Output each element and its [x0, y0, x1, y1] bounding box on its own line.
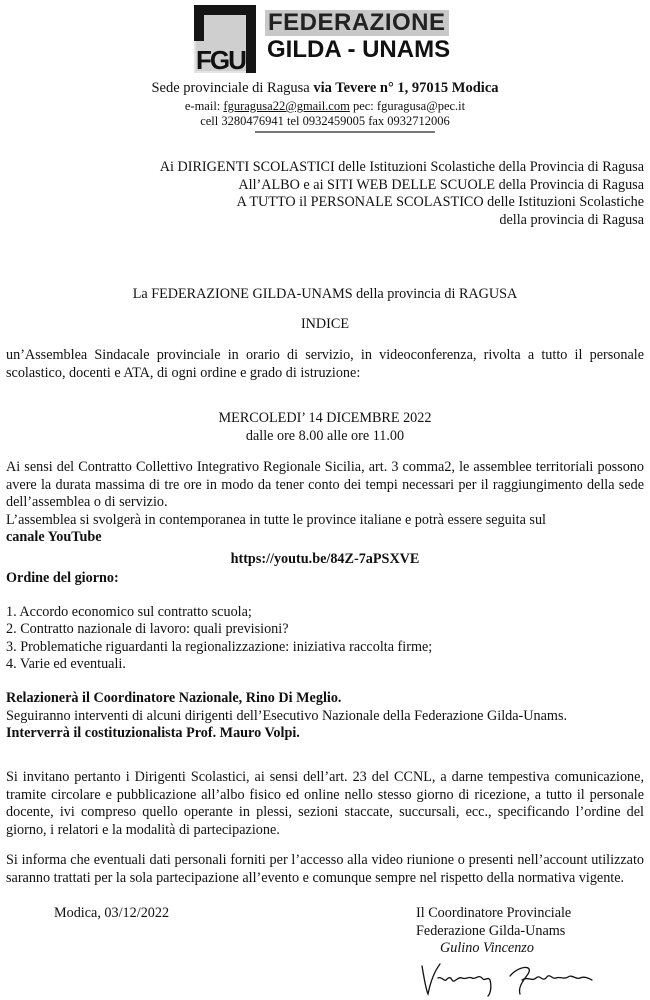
brand-name [265, 10, 450, 64]
indice-heading: INDICE [300, 316, 350, 332]
agenda-title: Ordine del giorno: [6, 570, 119, 586]
main-speaker: Relazionerà il Coordinatore Nazionale, Rino Di Meglio. [6, 690, 342, 706]
privacy-paragraph: Si informa che eventuali dati personali forniti per l’accesso alla video riunione o presenti nell’account utilizzato saranno trattati per la sola partecipazione all’evento e comunque sempre nel rispetto della normativa vigente. [6, 852, 644, 886]
agenda-item: 2. Contratto nazionale di lavoro: quali previsioni? [6, 621, 289, 638]
sede-address: via Tevere n° 1, 97015 Modica [313, 80, 499, 96]
brand-line-gilda-unams: GILDA - UNAMS [267, 36, 451, 63]
pec-address: fguragusa@pec.it [376, 99, 466, 113]
contract-paragraph [6, 459, 644, 529]
guest-speaker: Interverrà il costituzionalista Prof. Mauro Volpi. [6, 725, 300, 741]
addressee-line: All’ALBO e ai SITI WEB DELLE SCUOLE della Provincia di Ragusa [238, 176, 644, 193]
email-link[interactable]: fguragusa22@gmail.com [223, 99, 350, 113]
addressee-line: Ai DIRIGENTI SCOLASTICI delle Istituzioni Scolastiche della Provincia di Ragusa [159, 159, 644, 175]
sede-line [0, 80, 650, 97]
sede-prefix: Sede provinciale di Ragusa [151, 80, 310, 96]
agenda-item: 3. Problematiche riguardanti la regionalizzazione: iniziativa raccolta firme; [6, 638, 433, 655]
place-date: Modica, 03/12/2022 [54, 905, 170, 921]
svg-text:FGU: FGU [196, 45, 245, 73]
event-date: MERCOLEDI’ 14 DICEMBRE 2022 [218, 410, 432, 426]
simultaneous-text: L’assemblea si svolgerà in contemporanea in tutte le province italiane e potrà essere seguita sul [6, 511, 546, 528]
brand-line-federazione: FEDERAZIONE [265, 10, 449, 36]
invitation-paragraph: Si invitano pertanto i Dirigenti Scolastici, ai sensi dell’art. 23 del CCNL, a darne tempestiva comunicazione, tramite circolare e pubblicazione all’albo fisico ed online nello stesso giorno di ricezione, a tutto il personale docente, ivi compreso quello operante in plessi, sezioni staccate, succursali, ecc., specificando l’ordine del giorno, i relatori e la modalità di partecipazione. [6, 769, 644, 838]
event-datetime [0, 410, 650, 445]
addressees [160, 159, 644, 229]
speakers [6, 690, 567, 743]
email-label: e-mail: [184, 99, 221, 113]
intro-paragraph: un’Assemblea Sindacale provinciale in orario di servizio, in videoconferenza, rivolta a tutto il personale scolastico, docenti e ATA, di ogni ordine e grado di istruzione: [6, 347, 644, 381]
addressee-line: A TUTTO il PERSONALE SCOLASTICO delle Istituzioni Scolastiche [236, 194, 644, 210]
agenda-item: 4. Varie ed eventuali. [6, 655, 126, 672]
fgu-logo [194, 5, 256, 73]
pec-label: pec: [352, 99, 374, 113]
contract-text: Ai sensi del Contratto Collettivo Integrativo Regionale Sicilia, art. 3 comma2, le assemblee territoriali possono avere la durata massima di tre ore in modo da tener conto dei tempi necessari per il raggiungimento della sede dell’assemblea o di servizio. [6, 459, 644, 510]
other-speakers: Seguiranno interventi di alcuni dirigenti dell’Esecutivo Nazionale della Federazione Gilda-Unams. [6, 707, 568, 724]
addressee-line: della provincia di Ragusa [499, 211, 644, 228]
signer-role: Il Coordinatore Provinciale [416, 905, 572, 921]
signer-name: Gulino Vincenzo [440, 940, 534, 956]
phone-numbers: cell 3280476941 tel 0932459005 fax 0932712006 [200, 114, 450, 128]
youtube-channel-label: canale YouTube [6, 529, 102, 545]
agenda-item: 1. Accordo economico sul contratto scuola; [6, 604, 252, 620]
signer-organization: Federazione Gilda-Unams [416, 922, 566, 939]
event-time: dalle ore 8.00 alle ore 11.00 [245, 427, 405, 444]
illegible-fine-print [255, 130, 435, 134]
youtube-link[interactable]: https://youtu.be/84Z-7aPSXVE [230, 551, 420, 567]
handwritten-signature [418, 958, 618, 998]
signer-block [416, 905, 571, 958]
contacts [0, 99, 650, 129]
federation-heading: La FEDERAZIONE GILDA-UNAMS della provincia di RAGUSA [132, 286, 518, 302]
agenda-list [6, 604, 432, 673]
